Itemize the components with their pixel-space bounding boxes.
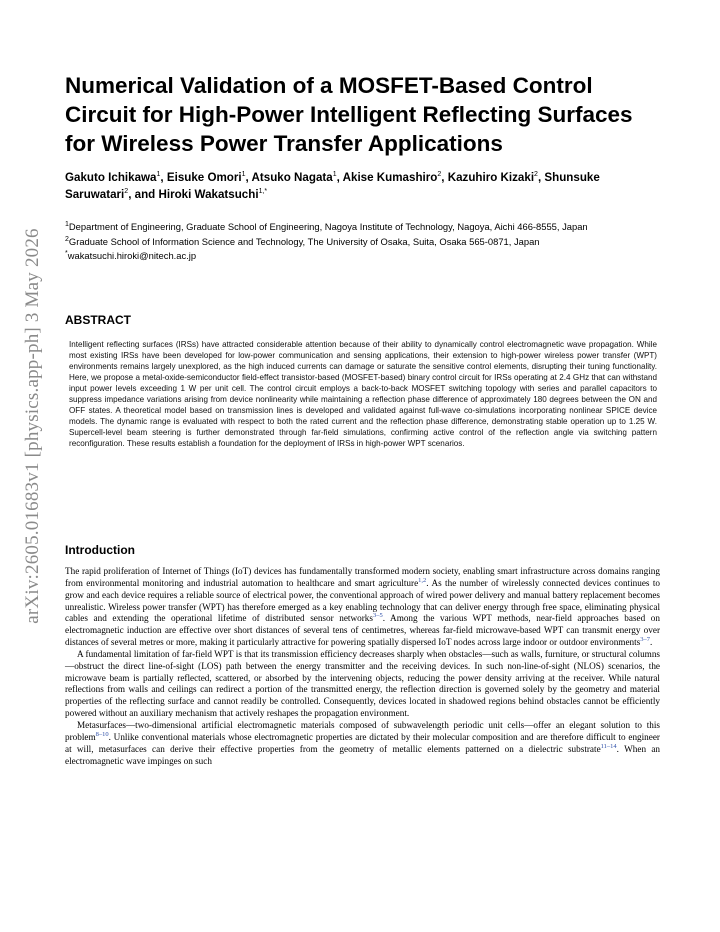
author-separator: , and <box>128 188 159 202</box>
paragraph-text: . Among the various WPT methods, near-field approaches based on electromagnetic induction are effective over short distances of several tens of centimetres, whereas far-field microwave-based WPT can transmit energy over distances of several metres or more, making it particularly attractive for powering spatially dispersed IoT nodes across large indoor or outdoor environments <box>65 613 660 648</box>
author-name: Hiroki Wakatsuchi <box>158 188 259 202</box>
author-affiliation-mark: 2 <box>124 188 129 196</box>
paragraph-text: . As the number of wirelessly connected devices continues to grow and each device requires a reliable source of electrical power, the conventional approach of wired power delivery and manual battery replacement becomes unrealistic. Wireless power transfer (WPT) has therefore emerged as a key enabling technology that can deliver energy through free space, eliminating physical cables and extending the operational lifetime of distributed sensor networks <box>65 577 661 624</box>
author-separator: , <box>441 170 448 184</box>
arxiv-identifier-stamp: arXiv:2605.01683v1 [physics.app-ph] 3 May 2026 <box>22 228 43 624</box>
affiliation-line <box>65 219 660 234</box>
paragraph-text: Metasurfaces—two-dimensional artificial electromagnetic materials composed of subwavelength periodic unit cells—offer an elegant solution to this problem <box>65 719 660 742</box>
author-name: Gakuto Ichikawa <box>65 170 157 184</box>
affiliation-mark: 2 <box>65 235 69 243</box>
author-separator: , <box>245 170 252 184</box>
affiliation-line <box>65 248 660 263</box>
corresponding-email[interactable]: wakatsuchi.hiroki@nitech.ac.jp <box>67 250 197 262</box>
affiliation-text: Department of Engineering, Graduate School of Engineering, Nagoya Institute of Technology, Nagoya, Aichi 466-8555, Japan <box>68 221 588 233</box>
author-separator: , <box>336 170 343 184</box>
introduction-body <box>65 566 660 767</box>
paragraph-text: . Unlike conventional materials whose electromagnetic properties are dictated by their molecular composition and are therefore difficult to engineer at will, metasurfaces can derive their effective properties from the geometry of metallic elements patterned on a dielectric substrate <box>65 731 660 754</box>
author-separator: , <box>160 170 167 184</box>
author-affiliation-mark: 2 <box>437 171 442 178</box>
author-affiliation-mark: 2 <box>534 171 538 178</box>
affiliation-mark: 1 <box>65 221 69 228</box>
abstract-text: Intelligent reflecting surfaces (IRSs) have attracted considerable attention because of their ability to dynamically control electromagnetic wave propagation. While most existing IRSs have been developed for low-power communication and sensing applications, their extension to high-power wireless power transfer (WPT) environments remains largely unexplored, as the high induced currents can damage or saturate the sensitive control elements, disrupting their tuning functionality. Here, we propose a metal-oxide-semiconductor field-effect transistor-based (MOSFET-based) binary control circuit for IRSs operating at 2.4 GHz that can withstand input power levels exceeding 1 W per unit cell. The control circuit employs a back-to-back MOSFET switching topology with series and parallel capacitors to suppress impedance variations arising from device nonlinearity while maintaining a reflection phase difference of approximately 180 degrees between the ON and OFF states. A theoretical model based on transmission lines is developed and validated against full-wave co-simulations incorporating nonlinear SPICE device models. The dynamic range is evaluated with respect to both the rated current and the reflection phase difference, demonstrating stable operation up to 1.25 W. Supercell-level beam steering is further demonstrated through far-field simulations, confirming active control of the reflection angle via switching pattern reconfiguration. These results establish a foundation for the deployment of IRSs in high-power WPT scenarios. <box>69 340 657 448</box>
author-affiliation-mark: 1,* <box>258 188 268 196</box>
author-name: Akise Kumashiro <box>342 170 438 184</box>
author-name: Shunsuke Saruwatari <box>65 170 600 202</box>
introduction-heading: Introduction <box>65 543 135 557</box>
author-name: Atsuko Nagata <box>251 170 333 184</box>
affiliation-line <box>65 234 660 249</box>
citation-link[interactable]: 1,2 <box>418 576 427 584</box>
paragraph-text: A fundamental limitation of far-field WPT is that its transmission efficiency decreases sharply when obstacles—such as walls, furniture, or structural columns—obstruct the direct line-of-sight (LOS) path between the energy transmitter and the receiving devices. In such non-line-of-sight (NLOS) scenarios, the microwave beam is partially reflected, scattered, or absorbed by the intervening objects, reducing the power density arriving at the receiver. While natural reflections from walls and ceilings can redirect a portion of the transmitted energy, the reflection direction is governed solely by the geometry and material properties of the reflecting surface and cannot readily be controlled. Consequently, devices located in shadowed regions behind obstacles cannot be efficiently powered without an auxiliary mechanism that actively reshapes the propagation environment. <box>65 648 660 719</box>
introduction-paragraph <box>65 649 660 720</box>
affiliation-text: Graduate School of Information Science and Technology, The University of Osaka, Suita, Osaka 565-0871, Japan <box>68 235 540 247</box>
introduction-paragraph <box>65 566 660 649</box>
introduction-paragraph <box>65 720 660 767</box>
author-name: Eisuke Omori <box>166 170 242 184</box>
paragraph-text: . <box>650 637 653 648</box>
author-affiliation-mark: 1 <box>241 171 246 178</box>
arxiv-sidebar <box>0 0 60 932</box>
author-affiliation-mark: 1 <box>156 171 161 178</box>
affiliation-mark: * <box>65 250 68 258</box>
author-separator: , <box>537 170 545 184</box>
author-affiliation-mark: 1 <box>332 171 337 178</box>
author-name: Kazuhiro Kizaki <box>447 170 535 184</box>
paper-title: Numerical Validation of a MOSFET-Based Control Circuit for High-Power Intelligent Reflecting Surfaces for Wireless Power Transfer Applications <box>65 73 633 156</box>
citation-link[interactable]: 8–10 <box>95 730 109 738</box>
citation-link[interactable]: 11–14 <box>600 742 617 750</box>
abstract-heading: ABSTRACT <box>65 313 131 327</box>
paragraph-text: . When an electromagnetic wave impinges on such <box>65 743 660 766</box>
author-list <box>65 168 660 203</box>
citation-link[interactable]: 3–7 <box>640 636 650 643</box>
affiliations <box>65 219 660 263</box>
citation-link[interactable]: 3–5 <box>372 612 383 620</box>
paragraph-text: The rapid proliferation of Internet of Things (IoT) devices has fundamentally transformed modern society, enabling smart infrastructure across domains ranging from environmental monitoring and industrial automation to healthcare and smart agriculture <box>65 566 660 588</box>
